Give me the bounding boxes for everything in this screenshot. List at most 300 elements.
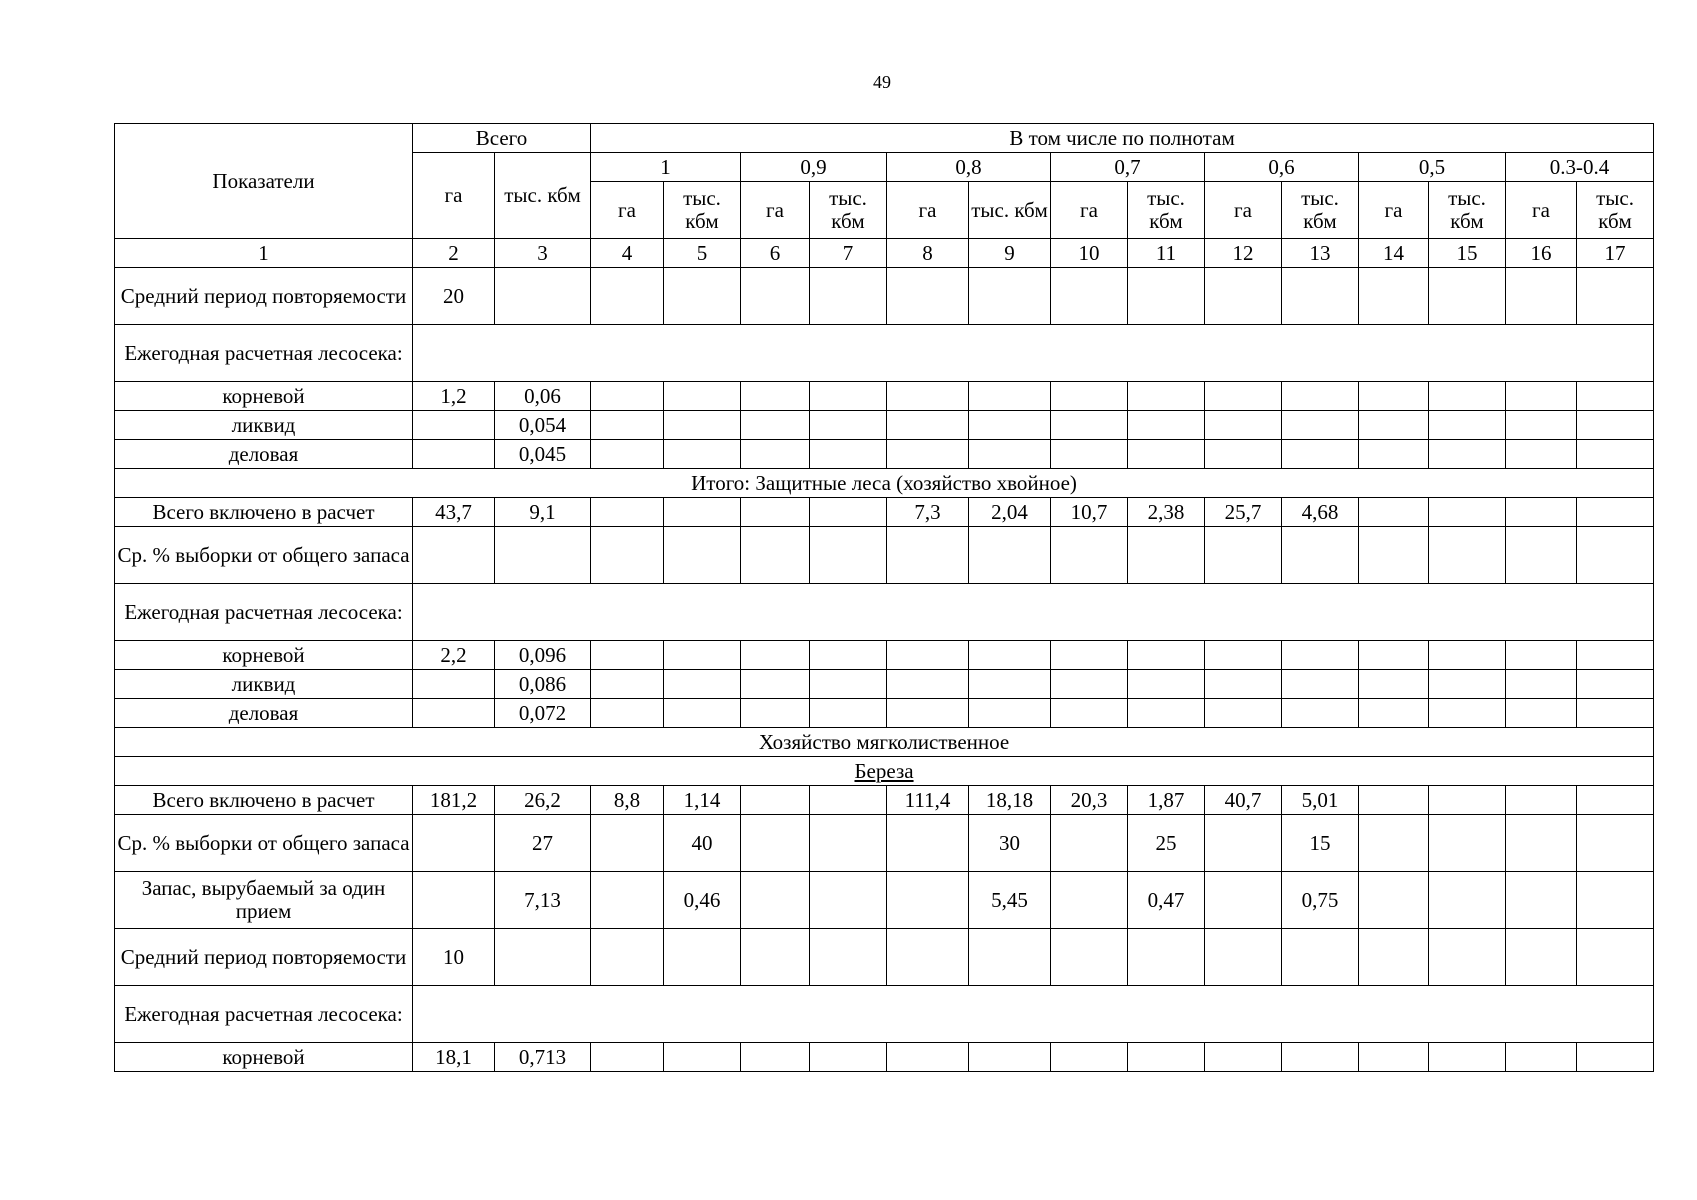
table-cell: 40,7 xyxy=(1205,786,1282,815)
table-cell xyxy=(1359,872,1429,929)
table-cell xyxy=(1506,699,1577,728)
table-cell xyxy=(495,929,591,986)
unit-ha-header: га xyxy=(1359,182,1429,239)
section-row xyxy=(115,469,1654,498)
table-cell xyxy=(810,670,887,699)
column-number: 13 xyxy=(1282,239,1359,268)
table-cell xyxy=(969,440,1051,469)
row-label: ликвид xyxy=(115,670,413,699)
unit-vol-header: тыс. кбм xyxy=(969,182,1051,239)
table-cell xyxy=(1506,382,1577,411)
column-number: 1 xyxy=(115,239,413,268)
table-row xyxy=(115,1043,1654,1072)
table-cell: 0,072 xyxy=(495,699,591,728)
header-row-1 xyxy=(115,124,1654,153)
table-cell xyxy=(591,1043,664,1072)
table-cell xyxy=(1429,641,1506,670)
table-cell xyxy=(1359,527,1429,584)
table-cell xyxy=(810,268,887,325)
table-cell xyxy=(1205,641,1282,670)
table-cell xyxy=(413,815,495,872)
column-number: 8 xyxy=(887,239,969,268)
column-number: 4 xyxy=(591,239,664,268)
table-cell xyxy=(591,498,664,527)
table-cell xyxy=(413,699,495,728)
column-number: 16 xyxy=(1506,239,1577,268)
table-cell xyxy=(1429,382,1506,411)
table-cell xyxy=(1506,786,1577,815)
table-cell xyxy=(969,411,1051,440)
table-cell xyxy=(1051,872,1128,929)
table-cell xyxy=(741,641,810,670)
unit-vol-header: тыс. кбм xyxy=(810,182,887,239)
table-cell xyxy=(591,440,664,469)
table-cell xyxy=(887,815,969,872)
table-cell xyxy=(664,498,741,527)
column-numbers-row xyxy=(115,239,1654,268)
table-cell xyxy=(1205,411,1282,440)
table-cell: 10 xyxy=(413,929,495,986)
table-cell xyxy=(664,527,741,584)
table-cell xyxy=(1359,670,1429,699)
table-cell xyxy=(1051,382,1128,411)
table-cell xyxy=(1359,815,1429,872)
table-cell xyxy=(969,1043,1051,1072)
table-cell xyxy=(591,268,664,325)
table-cell xyxy=(591,411,664,440)
table-cell xyxy=(495,527,591,584)
table-cell xyxy=(1359,498,1429,527)
table-cell xyxy=(969,382,1051,411)
table-cell xyxy=(887,929,969,986)
column-number: 17 xyxy=(1577,239,1654,268)
table-row xyxy=(115,786,1654,815)
table-cell xyxy=(741,929,810,986)
table-cell xyxy=(1506,929,1577,986)
table-cell: 181,2 xyxy=(413,786,495,815)
table-cell xyxy=(1282,440,1359,469)
table-cell xyxy=(1051,527,1128,584)
table-cell: 8,8 xyxy=(591,786,664,815)
table-cell xyxy=(664,382,741,411)
table-cell xyxy=(1051,929,1128,986)
total-vol-header: тыс. кбм xyxy=(495,153,591,239)
table-cell xyxy=(1205,1043,1282,1072)
table-cell: 25 xyxy=(1128,815,1205,872)
table-cell: 0,46 xyxy=(664,872,741,929)
table-cell: 5,45 xyxy=(969,872,1051,929)
table-row xyxy=(115,670,1654,699)
table-cell: 7,13 xyxy=(495,872,591,929)
section-title xyxy=(115,469,1654,498)
table-row xyxy=(115,325,1654,382)
table-cell xyxy=(810,929,887,986)
density-header: 1 xyxy=(591,153,741,182)
table-cell xyxy=(1128,670,1205,699)
table-cell xyxy=(1051,699,1128,728)
table-cell xyxy=(810,411,887,440)
table-cell xyxy=(1205,929,1282,986)
table-cell xyxy=(810,498,887,527)
column-number: 6 xyxy=(741,239,810,268)
table-cell xyxy=(1506,670,1577,699)
table-cell xyxy=(1577,786,1654,815)
table-cell xyxy=(969,268,1051,325)
table-cell xyxy=(1051,815,1128,872)
table-row xyxy=(115,382,1654,411)
table-cell xyxy=(664,268,741,325)
column-number: 5 xyxy=(664,239,741,268)
table-cell: 9,1 xyxy=(495,498,591,527)
total-header: Всего xyxy=(413,124,591,153)
table-cell: 30 xyxy=(969,815,1051,872)
column-number: 12 xyxy=(1205,239,1282,268)
table-row xyxy=(115,641,1654,670)
row-label: корневой xyxy=(115,1043,413,1072)
table-cell xyxy=(1282,268,1359,325)
table-row xyxy=(115,527,1654,584)
table-cell: 1,2 xyxy=(413,382,495,411)
table-cell xyxy=(969,670,1051,699)
table-cell xyxy=(1359,440,1429,469)
table-cell xyxy=(1205,527,1282,584)
table-cell xyxy=(1506,527,1577,584)
table-cell xyxy=(1506,641,1577,670)
section-title xyxy=(115,728,1654,757)
table-cell: 0,713 xyxy=(495,1043,591,1072)
table-cell: 0,045 xyxy=(495,440,591,469)
table-cell xyxy=(1506,815,1577,872)
table-cell xyxy=(741,498,810,527)
row-label: деловая xyxy=(115,440,413,469)
table-cell xyxy=(1577,268,1654,325)
table-cell xyxy=(1128,382,1205,411)
density-header: 0,8 xyxy=(887,153,1051,182)
table-cell xyxy=(1051,268,1128,325)
table-cell xyxy=(741,815,810,872)
row-label: Средний период повторяемости xyxy=(115,268,413,325)
table-cell xyxy=(1577,670,1654,699)
table-cell xyxy=(887,670,969,699)
row-label: Ср. % выборки от общего запаса xyxy=(115,815,413,872)
table-cell xyxy=(664,929,741,986)
table-cell xyxy=(1205,872,1282,929)
table-cell: 0,054 xyxy=(495,411,591,440)
section-row xyxy=(115,757,1654,786)
forest-cutting-table xyxy=(114,123,1654,1072)
table-cell xyxy=(1577,498,1654,527)
table-cell: 7,3 xyxy=(887,498,969,527)
table-cell xyxy=(1429,786,1506,815)
table-cell: 0,06 xyxy=(495,382,591,411)
table-cell xyxy=(591,699,664,728)
table-row xyxy=(115,584,1654,641)
table-cell xyxy=(664,440,741,469)
table-cell xyxy=(1577,382,1654,411)
row-label: корневой xyxy=(115,382,413,411)
table-cell xyxy=(1359,382,1429,411)
table-cell: 10,7 xyxy=(1051,498,1128,527)
table-cell xyxy=(1577,641,1654,670)
table-cell xyxy=(1051,440,1128,469)
table-cell xyxy=(1282,670,1359,699)
table-cell xyxy=(1577,527,1654,584)
table-cell: 18,18 xyxy=(969,786,1051,815)
row-label: Всего включено в расчет xyxy=(115,786,413,815)
table-cell xyxy=(1128,527,1205,584)
unit-vol-header: тыс. кбм xyxy=(1282,182,1359,239)
section-row xyxy=(115,728,1654,757)
table-cell: 27 xyxy=(495,815,591,872)
table-cell xyxy=(1128,411,1205,440)
table-cell xyxy=(413,527,495,584)
table-cell xyxy=(1506,498,1577,527)
unit-ha-header: га xyxy=(1506,182,1577,239)
table-cell xyxy=(1506,440,1577,469)
density-header: 0,5 xyxy=(1359,153,1506,182)
table-cell xyxy=(1128,699,1205,728)
table-row xyxy=(115,411,1654,440)
table-cell xyxy=(810,872,887,929)
table-row xyxy=(115,440,1654,469)
row-label: корневой xyxy=(115,641,413,670)
table-cell xyxy=(1429,699,1506,728)
table-cell xyxy=(1506,872,1577,929)
table-cell xyxy=(1359,268,1429,325)
unit-ha-header: га xyxy=(741,182,810,239)
table-cell xyxy=(1205,815,1282,872)
density-header: 0,7 xyxy=(1051,153,1205,182)
section-title xyxy=(115,757,1654,786)
table-row xyxy=(115,929,1654,986)
column-number: 9 xyxy=(969,239,1051,268)
table-cell xyxy=(810,699,887,728)
table-cell xyxy=(1429,872,1506,929)
table-cell xyxy=(591,641,664,670)
table-cell xyxy=(1506,1043,1577,1072)
table-cell xyxy=(1359,786,1429,815)
table-cell xyxy=(495,268,591,325)
table-cell xyxy=(1577,699,1654,728)
section-title-text: Хозяйство мягколиственное xyxy=(758,729,1010,754)
section-title-text: Береза xyxy=(854,758,914,783)
table-cell xyxy=(1282,382,1359,411)
table-cell xyxy=(1577,872,1654,929)
table-cell xyxy=(887,440,969,469)
table-cell xyxy=(1359,641,1429,670)
table-cell xyxy=(413,411,495,440)
row-label: Ежегодная расчетная лесосека: xyxy=(115,584,413,641)
table-cell xyxy=(1506,411,1577,440)
table-cell xyxy=(810,527,887,584)
density-header: 0,6 xyxy=(1205,153,1359,182)
table-cell: 0,47 xyxy=(1128,872,1205,929)
table-cell: 20,3 xyxy=(1051,786,1128,815)
table-cell xyxy=(1429,527,1506,584)
table-cell xyxy=(741,382,810,411)
table-cell xyxy=(1429,1043,1506,1072)
table-cell: 25,7 xyxy=(1205,498,1282,527)
table-cell xyxy=(591,872,664,929)
table-cell xyxy=(664,670,741,699)
table-cell xyxy=(1128,268,1205,325)
row-label: Запас, вырубаемый за один прием xyxy=(115,872,413,929)
table-cell: 15 xyxy=(1282,815,1359,872)
table-cell xyxy=(413,872,495,929)
table-cell xyxy=(810,1043,887,1072)
table-cell xyxy=(1429,670,1506,699)
table-cell: 43,7 xyxy=(413,498,495,527)
table-cell xyxy=(1205,699,1282,728)
table-cell xyxy=(1128,440,1205,469)
table-cell xyxy=(664,699,741,728)
table-cell xyxy=(1051,641,1128,670)
unit-ha-header: га xyxy=(591,182,664,239)
table-cell xyxy=(969,527,1051,584)
table-cell: 2,38 xyxy=(1128,498,1205,527)
table-cell xyxy=(1577,929,1654,986)
unit-ha-header: га xyxy=(1205,182,1282,239)
table-cell xyxy=(1506,268,1577,325)
unit-vol-header: тыс. кбм xyxy=(1429,182,1506,239)
table-cell: 40 xyxy=(664,815,741,872)
table-cell xyxy=(1282,641,1359,670)
table-cell xyxy=(741,1043,810,1072)
density-header: 0.3-0.4 xyxy=(1506,153,1654,182)
table-cell: 26,2 xyxy=(495,786,591,815)
table-cell xyxy=(1429,268,1506,325)
table-cell xyxy=(810,786,887,815)
table-row xyxy=(115,986,1654,1043)
table-cell xyxy=(1128,1043,1205,1072)
table-cell xyxy=(1282,411,1359,440)
table-cell xyxy=(887,1043,969,1072)
table-cell: 0,75 xyxy=(1282,872,1359,929)
table-cell xyxy=(1359,411,1429,440)
table-cell xyxy=(1577,440,1654,469)
column-number: 3 xyxy=(495,239,591,268)
table-cell xyxy=(810,815,887,872)
table-cell xyxy=(1359,929,1429,986)
unit-vol-header: тыс. кбм xyxy=(1577,182,1654,239)
table-cell: 20 xyxy=(413,268,495,325)
table-cell xyxy=(741,670,810,699)
table-cell xyxy=(413,440,495,469)
table-cell xyxy=(1429,440,1506,469)
table-cell xyxy=(591,382,664,411)
table-cell: 0,096 xyxy=(495,641,591,670)
column-number: 11 xyxy=(1128,239,1205,268)
table-cell xyxy=(1205,670,1282,699)
table-cell xyxy=(591,815,664,872)
row-label: ликвид xyxy=(115,411,413,440)
table-cell: 111,4 xyxy=(887,786,969,815)
row-label: Ежегодная расчетная лесосека: xyxy=(115,325,413,382)
table-cell xyxy=(887,268,969,325)
table-cell xyxy=(1205,382,1282,411)
unit-vol-header: тыс. кбм xyxy=(1128,182,1205,239)
table-cell xyxy=(1429,498,1506,527)
column-number: 10 xyxy=(1051,239,1128,268)
table-cell: 2,04 xyxy=(969,498,1051,527)
table-cell: 1,87 xyxy=(1128,786,1205,815)
table-cell xyxy=(887,527,969,584)
table-cell xyxy=(1051,411,1128,440)
table-cell xyxy=(887,641,969,670)
table-row xyxy=(115,268,1654,325)
empty-span-cell xyxy=(413,584,1654,641)
table-cell xyxy=(741,411,810,440)
table-cell xyxy=(591,670,664,699)
unit-ha-header: га xyxy=(887,182,969,239)
table-cell xyxy=(1205,440,1282,469)
table-cell xyxy=(1429,815,1506,872)
table-cell xyxy=(741,699,810,728)
table-cell xyxy=(887,872,969,929)
row-label: Ср. % выборки от общего запаса xyxy=(115,527,413,584)
row-label: Средний период повторяемости xyxy=(115,929,413,986)
density-header: 0,9 xyxy=(741,153,887,182)
table-cell xyxy=(1359,699,1429,728)
row-label: деловая xyxy=(115,699,413,728)
column-number: 2 xyxy=(413,239,495,268)
table-cell: 4,68 xyxy=(1282,498,1359,527)
table-cell: 1,14 xyxy=(664,786,741,815)
table-cell xyxy=(741,527,810,584)
table-cell xyxy=(1282,699,1359,728)
table-cell xyxy=(664,411,741,440)
table-cell xyxy=(1577,815,1654,872)
table-cell xyxy=(969,929,1051,986)
empty-span-cell xyxy=(413,986,1654,1043)
row-label: Ежегодная расчетная лесосека: xyxy=(115,986,413,1043)
table-cell xyxy=(1429,929,1506,986)
section-title-text: Итого: Защитные леса (хозяйство хвойное) xyxy=(691,470,1077,495)
table-row xyxy=(115,872,1654,929)
table-cell xyxy=(741,268,810,325)
total-ha-header: га xyxy=(413,153,495,239)
unit-ha-header: га xyxy=(1051,182,1128,239)
table-cell xyxy=(1128,641,1205,670)
table-cell xyxy=(1051,670,1128,699)
indicators-header: Показатели xyxy=(115,124,413,239)
table-cell xyxy=(413,670,495,699)
table-cell xyxy=(810,641,887,670)
table-cell xyxy=(741,786,810,815)
page-number: 49 xyxy=(873,72,891,92)
table-row xyxy=(115,699,1654,728)
table-cell xyxy=(887,411,969,440)
table-row xyxy=(115,498,1654,527)
row-label: Всего включено в расчет xyxy=(115,498,413,527)
table-row xyxy=(115,815,1654,872)
table-cell xyxy=(664,641,741,670)
table-cell xyxy=(1577,1043,1654,1072)
column-number: 15 xyxy=(1429,239,1506,268)
table-cell xyxy=(1282,1043,1359,1072)
column-number: 7 xyxy=(810,239,887,268)
table-cell xyxy=(1282,929,1359,986)
table-cell: 5,01 xyxy=(1282,786,1359,815)
table-cell xyxy=(741,440,810,469)
table-cell xyxy=(810,382,887,411)
table-cell xyxy=(887,382,969,411)
column-number: 14 xyxy=(1359,239,1429,268)
table-cell xyxy=(591,527,664,584)
table-cell: 2,2 xyxy=(413,641,495,670)
table-cell xyxy=(1282,527,1359,584)
table-cell: 18,1 xyxy=(413,1043,495,1072)
